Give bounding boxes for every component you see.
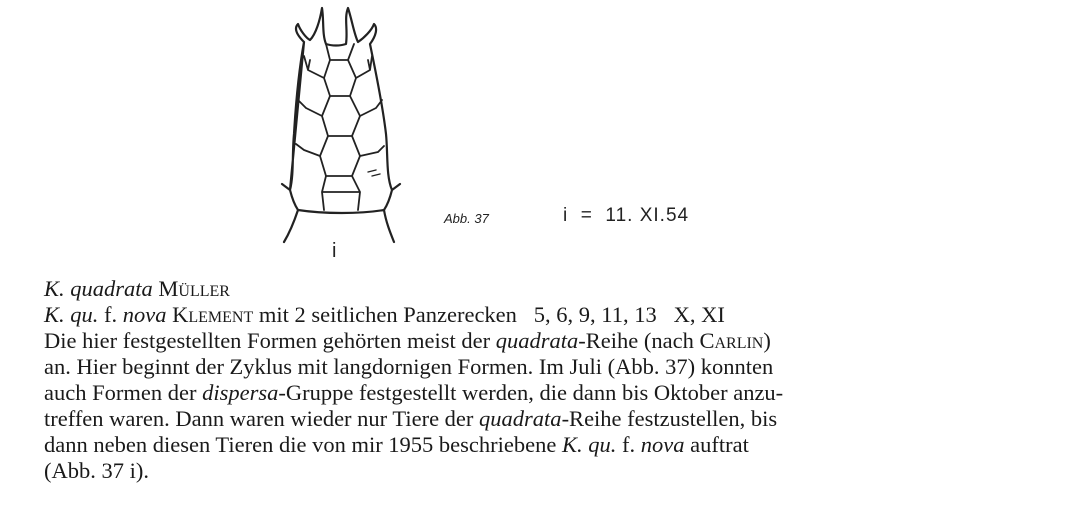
p5-a: dann neben diesen Tieren die von mir 1955 beschriebene	[44, 432, 557, 457]
p3-a: auch Formen der	[44, 380, 197, 405]
paragraph-line-5	[44, 432, 1064, 458]
species-author: Müller	[158, 276, 230, 301]
figure-letter: i	[332, 240, 337, 262]
species-heading	[44, 276, 1064, 302]
paragraph-line-3	[44, 380, 1064, 406]
p4-a: treffen waren. Dann waren wieder nur Tiere der	[44, 406, 474, 431]
p4-b: -Reihe festzustellen, bis	[561, 406, 778, 431]
p5-b: auftrat	[690, 432, 749, 457]
figure-note: i = 11. XI.54	[563, 205, 690, 226]
p1-carlin: Carlin	[699, 328, 764, 353]
form-line	[44, 302, 1064, 328]
species-name: K. quadrata	[44, 276, 153, 301]
p5-kqu: K. qu.	[562, 432, 617, 457]
body-text	[44, 276, 1064, 484]
lorica-outline	[282, 8, 400, 242]
paragraph-line-1	[44, 328, 1064, 354]
figure-caption: Abb. 37	[444, 211, 489, 226]
form-nova: nova	[122, 302, 167, 327]
paragraph-line-4	[44, 406, 1064, 432]
small-mark	[368, 170, 380, 176]
form-desc: mit 2 seitlichen Panzerecken	[258, 302, 517, 327]
form-months: 5, 6, 9, 11, 13	[533, 302, 657, 327]
lorica-plates	[296, 44, 384, 210]
form-f: f.	[104, 302, 118, 327]
p1-a: Die hier festgestellten Formen gehörten meist der	[44, 328, 491, 353]
p5-nova: nova	[640, 432, 685, 457]
p3-dispersa: dispersa	[202, 380, 279, 405]
p1-c: )	[763, 328, 771, 353]
paragraph-line-2: an. Hier beginnt der Zyklus mit langdornigen Formen. Im Juli (Abb. 37) konnten	[44, 354, 774, 379]
keratella-drawing	[264, 4, 414, 266]
paragraph-line-6: (Abb. 37 i).	[44, 458, 149, 483]
p1-quadrata: quadrata	[495, 328, 579, 353]
form-name-prefix: K. qu.	[44, 302, 99, 327]
form-seasons: X, XI	[673, 302, 725, 327]
p5-f: f.	[622, 432, 636, 457]
form-author: Klement	[172, 302, 254, 327]
p1-b: -Reihe (nach	[578, 328, 694, 353]
p3-b: -Gruppe festgestellt werden, die dann bis Oktober anzu-	[278, 380, 784, 405]
p4-quadrata: quadrata	[479, 406, 562, 431]
